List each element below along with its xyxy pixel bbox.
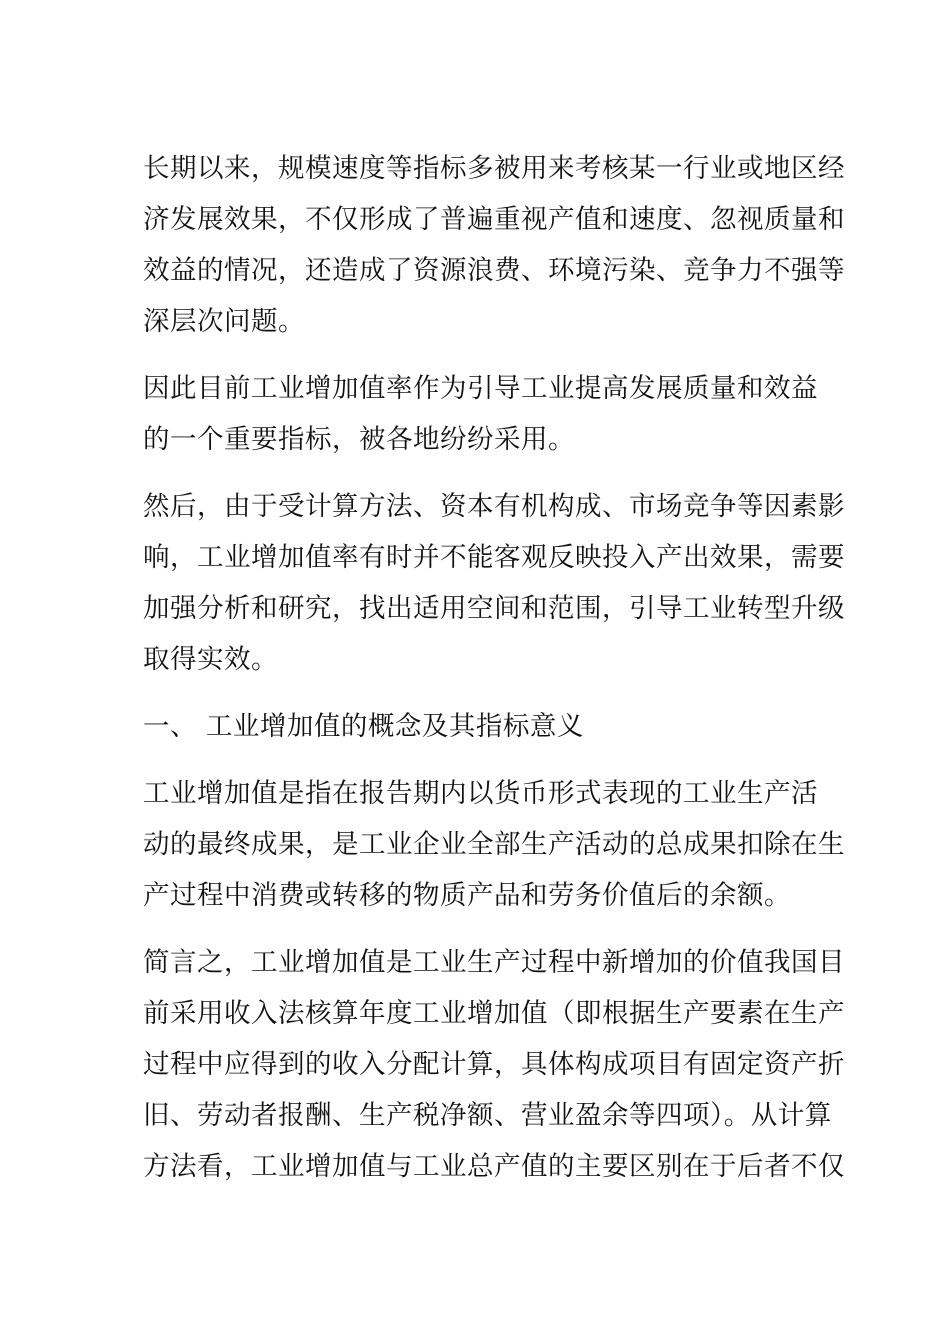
- text-line: 响，工业增加值率有时并不能客观反映投入产出效果，需要: [143, 542, 845, 573]
- text-line: 长期以来，规模速度等指标多被用来考核某一行业或地区经: [143, 153, 845, 184]
- text-line: 旧、劳动者报酬、生产税净额、营业盈余等四项）。从计算: [143, 1100, 832, 1131]
- text-line: 效益的情况，还造成了资源浪费、环境污染、竞争力不强等: [143, 255, 845, 286]
- text-line: 简言之，工业增加值是工业生产过程中新增加的价值我国目: [143, 947, 845, 978]
- text-line: 过程中应得到的收入分配计算，具体构成项目有固定资产折: [143, 1049, 845, 1080]
- paragraph-calculation: [143, 937, 845, 1192]
- paragraph-definition: [143, 768, 845, 921]
- text-line: 方法看，工业增加值与工业总产值的主要区别在于后者不仅: [143, 1151, 845, 1182]
- paragraph-adoption: [143, 363, 818, 465]
- section-heading: [143, 701, 813, 752]
- text-line: 然后，由于受计算方法、资本有机构成、市场竞争等因素影: [143, 491, 845, 522]
- text-line: 的一个重要指标，被各地纷纷采用。: [143, 424, 575, 455]
- text-line: 前采用收入法核算年度工业增加值（即根据生产要素在生产: [143, 998, 845, 1029]
- text-line: 济发展效果，不仅形成了普遍重视产值和速度、忽视质量和: [143, 204, 845, 235]
- document-body: [143, 143, 845, 1208]
- paragraph-intro: [143, 143, 845, 347]
- text-line: 动的最终成果，是工业企业全部生产活动的总成果扣除在生: [143, 829, 845, 860]
- text-line: 因此目前工业增加值率作为引导工业提高发展质量和效益: [143, 373, 818, 404]
- paragraph-limitations: [143, 481, 845, 685]
- section-heading-text: 一、 工业增加值的概念及其指标意义: [143, 711, 584, 742]
- text-line: 取得实效。: [143, 644, 278, 675]
- text-line: 产过程中消费或转移的物质产品和劳务价值后的余额。: [143, 880, 791, 911]
- text-line: 工业增加值是指在报告期内以货币形式表现的工业生产活: [143, 778, 818, 809]
- text-line: 加强分析和研究，找出适用空间和范围，引导工业转型升级: [143, 593, 845, 624]
- text-line: 深层次问题。: [143, 306, 305, 337]
